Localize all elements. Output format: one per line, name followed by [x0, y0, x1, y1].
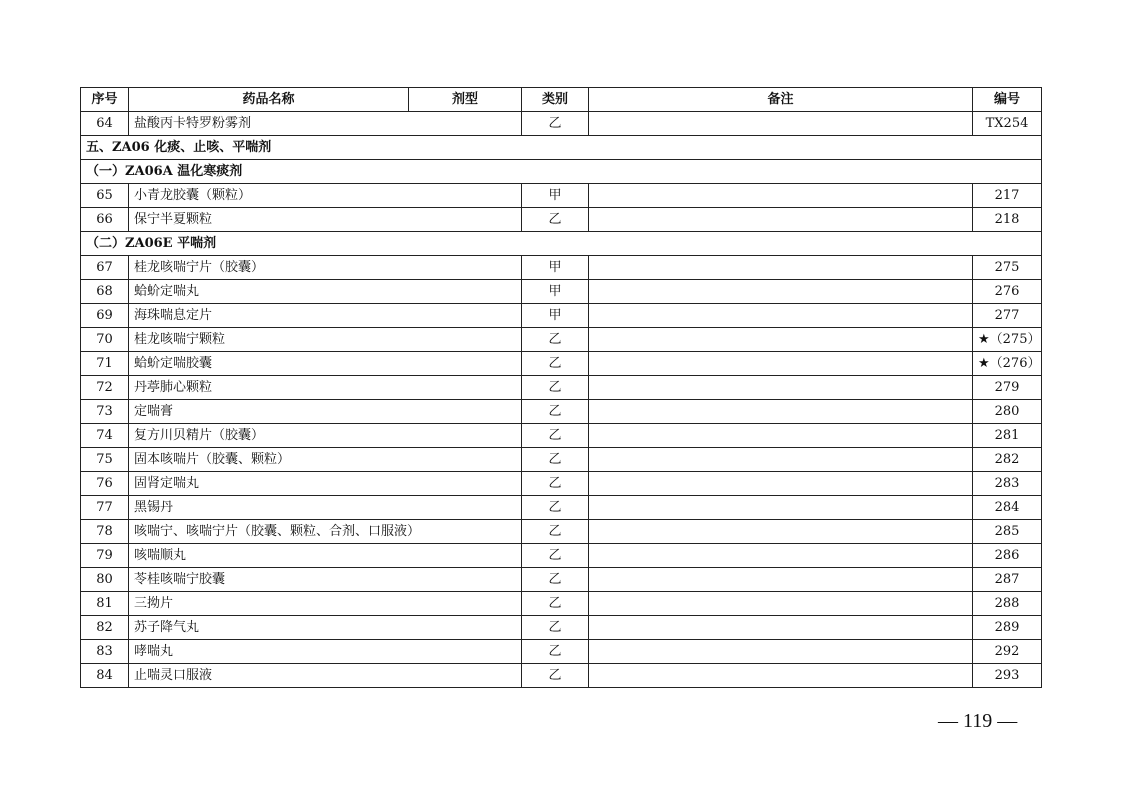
cell-remark — [589, 184, 973, 208]
header-remark: 备注 — [589, 88, 973, 112]
cell-drug-name: 复方川贝精片（胶囊） — [129, 424, 522, 448]
table-row — [81, 448, 1042, 472]
table-row — [81, 352, 1042, 376]
cell-remark — [589, 496, 973, 520]
cell-drug-name: 定喘膏 — [129, 400, 522, 424]
table-row — [81, 304, 1042, 328]
header-code: 编号 — [973, 88, 1042, 112]
cell-seq: 67 — [81, 256, 129, 280]
cell-seq: 64 — [81, 112, 129, 136]
cell-code: 279 — [973, 376, 1042, 400]
cell-remark — [589, 328, 973, 352]
header-category: 类别 — [522, 88, 589, 112]
header-form: 剂型 — [409, 88, 522, 112]
cell-code: 217 — [973, 184, 1042, 208]
cell-drug-name: 固本咳喘片（胶囊、颗粒） — [129, 448, 522, 472]
cell-category: 甲 — [522, 280, 589, 304]
cell-category: 乙 — [522, 664, 589, 688]
cell-category: 乙 — [522, 400, 589, 424]
cell-remark — [589, 424, 973, 448]
cell-remark — [589, 112, 973, 136]
table-row — [81, 496, 1042, 520]
cell-drug-name: 蛤蚧定喘胶囊 — [129, 352, 522, 376]
table-row — [81, 640, 1042, 664]
cell-code: 292 — [973, 640, 1042, 664]
table-header-row — [81, 88, 1042, 112]
cell-category: 乙 — [522, 592, 589, 616]
cell-drug-name: 咳喘宁、咳喘宁片（胶囊、颗粒、合剂、口服液） — [129, 520, 522, 544]
table-row — [81, 208, 1042, 232]
cell-drug-name: 哮喘丸 — [129, 640, 522, 664]
cell-code: 277 — [973, 304, 1042, 328]
section-row — [81, 136, 1042, 160]
cell-drug-name: 止喘灵口服液 — [129, 664, 522, 688]
cell-code: 284 — [973, 496, 1042, 520]
table-row — [81, 256, 1042, 280]
page-number: — 119 — — [938, 710, 1018, 732]
cell-category: 乙 — [522, 544, 589, 568]
cell-code: TX254 — [973, 112, 1042, 136]
cell-category: 乙 — [522, 496, 589, 520]
cell-code: 293 — [973, 664, 1042, 688]
cell-category: 乙 — [522, 448, 589, 472]
section-heading: （二）ZA06E 平喘剂 — [81, 232, 1042, 256]
cell-seq: 74 — [81, 424, 129, 448]
table-row — [81, 544, 1042, 568]
cell-drug-name: 三拗片 — [129, 592, 522, 616]
cell-remark — [589, 640, 973, 664]
cell-category: 乙 — [522, 112, 589, 136]
cell-remark — [589, 400, 973, 424]
cell-drug-name: 丹葶肺心颗粒 — [129, 376, 522, 400]
cell-category: 乙 — [522, 568, 589, 592]
table-row — [81, 664, 1042, 688]
cell-drug-name: 蛤蚧定喘丸 — [129, 280, 522, 304]
table-row — [81, 424, 1042, 448]
cell-remark — [589, 280, 973, 304]
cell-code: 282 — [973, 448, 1042, 472]
table-row — [81, 472, 1042, 496]
cell-code: ★（276） — [973, 352, 1042, 376]
cell-seq: 71 — [81, 352, 129, 376]
cell-seq: 68 — [81, 280, 129, 304]
cell-code: 280 — [973, 400, 1042, 424]
cell-seq: 83 — [81, 640, 129, 664]
table-row — [81, 184, 1042, 208]
cell-seq: 66 — [81, 208, 129, 232]
cell-remark — [589, 520, 973, 544]
cell-category: 甲 — [522, 304, 589, 328]
cell-seq: 75 — [81, 448, 129, 472]
cell-drug-name: 盐酸丙卡特罗粉雾剂 — [129, 112, 522, 136]
cell-seq: 77 — [81, 496, 129, 520]
header-name: 药品名称 — [129, 88, 409, 112]
cell-code: 285 — [973, 520, 1042, 544]
cell-remark — [589, 664, 973, 688]
cell-seq: 70 — [81, 328, 129, 352]
cell-code: 283 — [973, 472, 1042, 496]
cell-drug-name: 苓桂咳喘宁胶囊 — [129, 568, 522, 592]
cell-category: 乙 — [522, 352, 589, 376]
cell-seq: 78 — [81, 520, 129, 544]
cell-remark — [589, 544, 973, 568]
cell-remark — [589, 376, 973, 400]
table-row — [81, 376, 1042, 400]
cell-seq: 72 — [81, 376, 129, 400]
section-heading: （一）ZA06A 温化寒痰剂 — [81, 160, 1042, 184]
cell-drug-name: 桂龙咳喘宁片（胶囊） — [129, 256, 522, 280]
cell-code: 276 — [973, 280, 1042, 304]
cell-category: 甲 — [522, 256, 589, 280]
drug-catalog-table — [80, 87, 1042, 688]
cell-category: 乙 — [522, 616, 589, 640]
cell-code: ★（275） — [973, 328, 1042, 352]
cell-drug-name: 苏子降气丸 — [129, 616, 522, 640]
cell-code: 287 — [973, 568, 1042, 592]
cell-category: 乙 — [522, 520, 589, 544]
cell-code: 218 — [973, 208, 1042, 232]
cell-drug-name: 小青龙胶囊（颗粒） — [129, 184, 522, 208]
cell-category: 乙 — [522, 424, 589, 448]
cell-remark — [589, 352, 973, 376]
cell-drug-name: 桂龙咳喘宁颗粒 — [129, 328, 522, 352]
cell-seq: 73 — [81, 400, 129, 424]
cell-category: 甲 — [522, 184, 589, 208]
cell-drug-name: 黑锡丹 — [129, 496, 522, 520]
table-row — [81, 568, 1042, 592]
section-row — [81, 160, 1042, 184]
cell-seq: 84 — [81, 664, 129, 688]
section-row — [81, 232, 1042, 256]
cell-code: 286 — [973, 544, 1042, 568]
section-heading: 五、ZA06 化痰、止咳、平喘剂 — [81, 136, 1042, 160]
cell-seq: 76 — [81, 472, 129, 496]
cell-code: 275 — [973, 256, 1042, 280]
cell-category: 乙 — [522, 472, 589, 496]
table-row — [81, 280, 1042, 304]
header-seq: 序号 — [81, 88, 129, 112]
cell-remark — [589, 568, 973, 592]
cell-remark — [589, 304, 973, 328]
cell-category: 乙 — [522, 376, 589, 400]
table-row — [81, 592, 1042, 616]
cell-code: 289 — [973, 616, 1042, 640]
table-row — [81, 328, 1042, 352]
table-body — [81, 112, 1042, 688]
table-row — [81, 520, 1042, 544]
cell-drug-name: 固肾定喘丸 — [129, 472, 522, 496]
cell-drug-name: 咳喘顺丸 — [129, 544, 522, 568]
cell-remark — [589, 472, 973, 496]
cell-code: 288 — [973, 592, 1042, 616]
cell-seq: 81 — [81, 592, 129, 616]
cell-seq: 80 — [81, 568, 129, 592]
cell-seq: 79 — [81, 544, 129, 568]
cell-category: 乙 — [522, 328, 589, 352]
cell-drug-name: 海珠喘息定片 — [129, 304, 522, 328]
cell-remark — [589, 256, 973, 280]
cell-category: 乙 — [522, 208, 589, 232]
cell-code: 281 — [973, 424, 1042, 448]
cell-remark — [589, 448, 973, 472]
cell-remark — [589, 616, 973, 640]
table-row — [81, 616, 1042, 640]
cell-seq: 82 — [81, 616, 129, 640]
cell-seq: 65 — [81, 184, 129, 208]
cell-drug-name: 保宁半夏颗粒 — [129, 208, 522, 232]
cell-remark — [589, 208, 973, 232]
cell-category: 乙 — [522, 640, 589, 664]
cell-seq: 69 — [81, 304, 129, 328]
table-row — [81, 112, 1042, 136]
table-row — [81, 400, 1042, 424]
cell-remark — [589, 592, 973, 616]
